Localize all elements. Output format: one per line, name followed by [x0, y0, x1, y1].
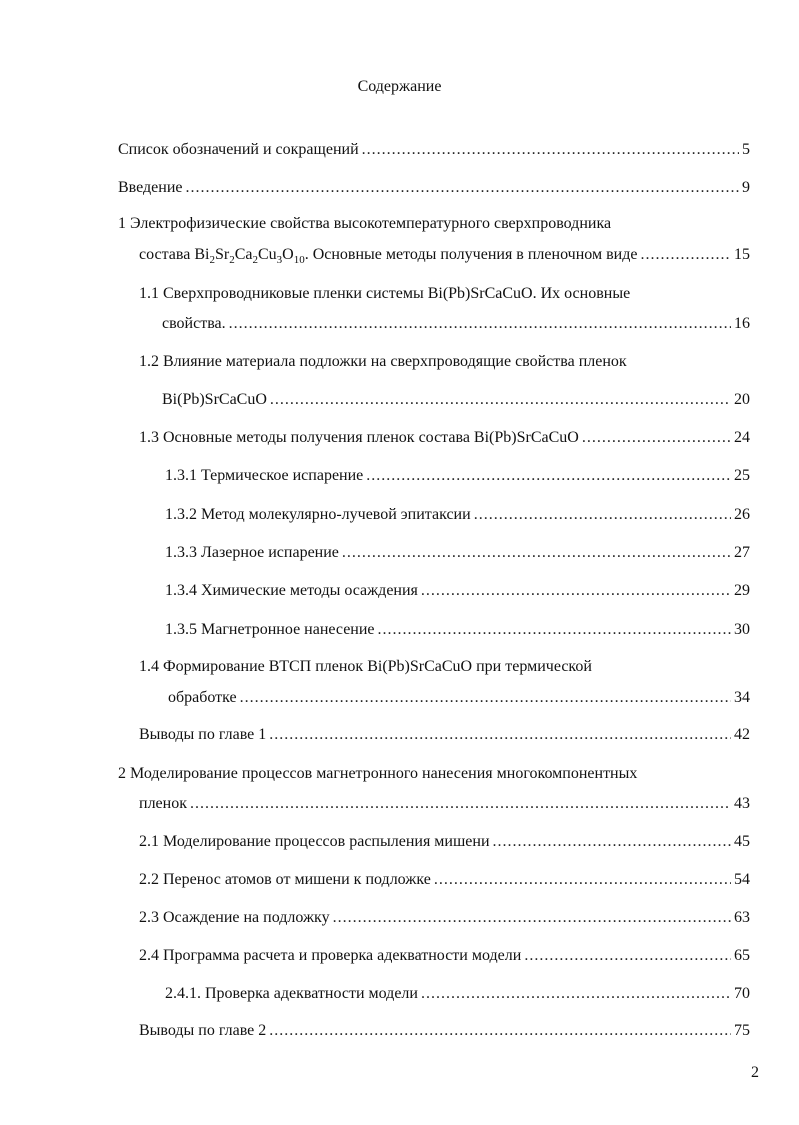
- toc-entry[interactable]: [165, 581, 750, 601]
- toc-page-number: 45: [734, 833, 750, 850]
- toc-entry[interactable]: [168, 688, 750, 708]
- toc-leader-dots: [229, 314, 731, 334]
- toc-leader-dots: [524, 946, 731, 966]
- toc-leader-dots: [582, 428, 731, 448]
- toc-entry[interactable]: [139, 946, 750, 966]
- toc-entry-text: 1.3.4 Химические методы осаждения: [165, 582, 418, 599]
- toc-page-number: 24: [734, 429, 750, 446]
- toc-entry-line[interactable]: 1 Электрофизические свойства высокотемпературного сверхпроводника: [118, 215, 612, 232]
- toc-entry[interactable]: [165, 984, 750, 1004]
- toc-leader-dots: [640, 245, 731, 265]
- toc-leader-dots: [421, 984, 731, 1004]
- toc-page-number: 27: [734, 544, 750, 561]
- toc-leader-dots: [269, 725, 731, 745]
- toc-page-number: 20: [734, 391, 750, 408]
- toc-leader-dots: [190, 794, 731, 814]
- toc-page-number: 65: [734, 947, 750, 964]
- toc-entry-text: 2.4.1. Проверка адекватности модели: [165, 985, 418, 1002]
- toc-entry-text: Введение: [118, 179, 183, 196]
- toc-page-number: 34: [734, 689, 750, 706]
- toc-leader-dots: [434, 870, 731, 890]
- toc-entry[interactable]: [139, 908, 750, 928]
- toc-entry-text: свойства.: [162, 315, 226, 332]
- page-number: 2: [751, 1064, 759, 1081]
- toc-entry-text: Выводы по главе 1: [139, 726, 267, 743]
- toc-entry[interactable]: [165, 466, 750, 486]
- toc-page-number: 15: [734, 246, 750, 263]
- formula-element: Ca: [234, 246, 253, 263]
- toc-entry-line[interactable]: 1.1 Сверхпроводниковые пленки системы Bi(Pb)SrCaCuO. Их основные: [139, 285, 631, 302]
- toc-leader-dots: [366, 466, 731, 486]
- toc-entry-text: обработке: [168, 689, 237, 706]
- toc-entry[interactable]: [118, 140, 750, 160]
- toc-entry-text: 2.3 Осаждение на подложку: [139, 909, 330, 926]
- toc-entry[interactable]: [165, 505, 750, 525]
- toc-page-number: 63: [734, 909, 750, 926]
- toc-entry[interactable]: [118, 178, 750, 198]
- toc-entry[interactable]: [139, 725, 750, 745]
- toc-page-number: 25: [734, 467, 750, 484]
- toc-page-number: 30: [734, 621, 750, 638]
- toc-entry-text: 2.4 Программа расчета и проверка адекватности модели: [139, 947, 522, 964]
- toc-entry-text: пленок: [139, 795, 187, 812]
- toc-page-number: 9: [742, 179, 750, 196]
- toc-entry-text: 2.1 Моделирование процессов распыления мишени: [139, 833, 490, 850]
- toc-entry-text: 1.3.5 Магнетронное нанесение: [165, 621, 375, 638]
- formula-sub: 2: [209, 254, 215, 267]
- toc-entry[interactable]: [139, 832, 750, 852]
- toc-entry-text: 1.3.1 Термическое испарение: [165, 467, 364, 484]
- toc-leader-dots: [362, 140, 739, 160]
- toc-entry[interactable]: [162, 390, 750, 410]
- toc-leader-dots: [333, 908, 731, 928]
- formula-element: Cu: [257, 246, 277, 263]
- toc-page-number: 43: [734, 795, 750, 812]
- formula-prefix: состава Bi: [139, 246, 210, 263]
- toc-page-number: 70: [734, 985, 750, 1002]
- formula-sub: 10: [293, 254, 305, 267]
- toc-page-number: 42: [734, 726, 750, 743]
- toc-page-number: 29: [734, 582, 750, 599]
- toc-entry-text: 2.2 Перенос атомов от мишени к подложке: [139, 871, 431, 888]
- toc-entry[interactable]: [162, 314, 750, 334]
- toc-entry-text: Bi(Pb)SrCaCuO: [162, 391, 267, 408]
- toc-entry[interactable]: [139, 245, 750, 265]
- toc-entry-line[interactable]: 1.4 Формирование ВТСП пленок Bi(Pb)SrCaCuO при термической: [139, 658, 592, 675]
- toc-entry-line[interactable]: 2 Моделирование процессов магнетронного нанесения многокомпонентных: [118, 765, 638, 782]
- toc-entry[interactable]: [165, 543, 750, 563]
- toc-entry-text: Список обозначений и сокращений: [118, 141, 359, 158]
- toc-page-number: 5: [742, 141, 750, 158]
- toc-leader-dots: [421, 581, 731, 601]
- toc-entry-text: 1.3.3 Лазерное испарение: [165, 544, 339, 561]
- toc-leader-dots: [474, 505, 731, 525]
- formula-element: O: [282, 246, 294, 263]
- toc-page-number: 54: [734, 871, 750, 888]
- toc-page-number: 75: [734, 1022, 750, 1039]
- toc-entry[interactable]: [139, 794, 750, 814]
- formula-suffix: . Основные методы получения в пленочном виде: [304, 246, 638, 263]
- formula-sub: 2: [229, 254, 235, 267]
- toc-entry-text: 1.3 Основные методы получения пленок состава Bi(Pb)SrCaCuO: [139, 429, 579, 446]
- toc-entry-text: 1.3.2 Метод молекулярно-лучевой эпитаксии: [165, 506, 471, 523]
- toc-leader-dots: [186, 178, 740, 198]
- toc-leader-dots: [378, 620, 731, 640]
- toc-entry[interactable]: [139, 870, 750, 890]
- toc-entry[interactable]: [165, 620, 750, 640]
- formula-element: Sr: [214, 246, 230, 263]
- toc-leader-dots: [342, 543, 731, 563]
- toc-leader-dots: [269, 1021, 731, 1041]
- formula-sub: 3: [276, 254, 283, 267]
- toc-page-number: 26: [734, 506, 750, 523]
- toc-entry[interactable]: [139, 428, 750, 448]
- toc-entry-text: Выводы по главе 2: [139, 1022, 267, 1039]
- toc-entry[interactable]: [139, 1021, 750, 1041]
- toc-page-number: 16: [734, 315, 750, 332]
- formula-sub: 2: [252, 254, 258, 267]
- page-title: Содержание: [357, 78, 442, 95]
- toc-leader-dots: [270, 390, 731, 410]
- toc-leader-dots: [493, 832, 731, 852]
- toc-entry-text: [139, 245, 637, 265]
- toc-entry-line[interactable]: 1.2 Влияние материала подложки на сверхпроводящие свойства пленок: [139, 353, 627, 370]
- toc-leader-dots: [240, 688, 731, 708]
